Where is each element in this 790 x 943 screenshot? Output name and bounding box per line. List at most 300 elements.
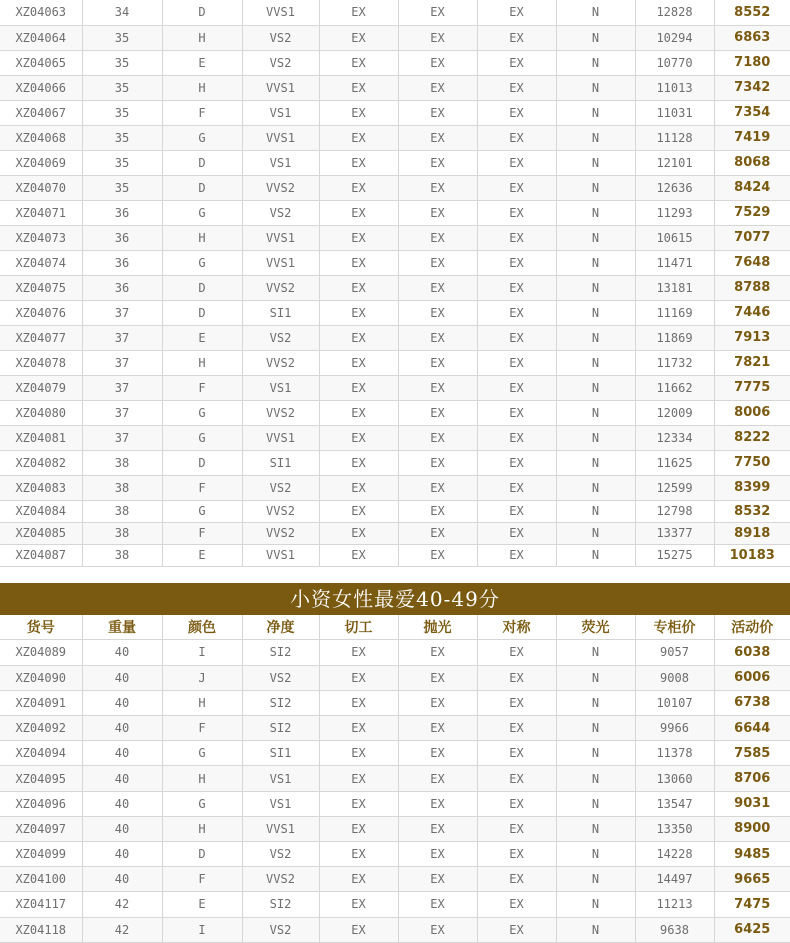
table-row xyxy=(0,100,790,125)
symmetry-cell: EX xyxy=(477,522,556,544)
clarity-cell: VS2 xyxy=(242,917,319,942)
fluorescence-cell: N xyxy=(556,0,635,25)
fluorescence-cell: N xyxy=(556,250,635,275)
color-cell: F xyxy=(162,475,242,500)
clarity-cell: VS2 xyxy=(242,842,319,867)
symmetry-cell: EX xyxy=(477,766,556,791)
clarity-cell: VVS2 xyxy=(242,275,319,300)
sku-cell: XZ04089 xyxy=(0,640,82,665)
color-cell: H xyxy=(162,25,242,50)
table-row xyxy=(0,842,790,867)
col-header-fluorescence: 荧光 xyxy=(556,615,635,640)
weight-cell: 37 xyxy=(82,300,162,325)
table-row xyxy=(0,75,790,100)
cut-cell: EX xyxy=(319,500,398,522)
diamond-table-bottom xyxy=(0,640,790,943)
table-row xyxy=(0,791,790,816)
cut-cell: EX xyxy=(319,25,398,50)
retail-price-cell: 9057 xyxy=(635,640,714,665)
clarity-cell: VVS1 xyxy=(242,425,319,450)
sale-price-cell: 7077 xyxy=(714,225,790,250)
symmetry-cell: EX xyxy=(477,125,556,150)
sale-price-cell: 8918 xyxy=(714,522,790,544)
table-row xyxy=(0,665,790,690)
weight-cell: 38 xyxy=(82,475,162,500)
polish-cell: EX xyxy=(398,75,477,100)
sku-cell: XZ04090 xyxy=(0,665,82,690)
polish-cell: EX xyxy=(398,741,477,766)
sku-cell: XZ04063 xyxy=(0,0,82,25)
symmetry-cell: EX xyxy=(477,200,556,225)
symmetry-cell: EX xyxy=(477,25,556,50)
cut-cell: EX xyxy=(319,892,398,917)
sale-price-cell: 8006 xyxy=(714,400,790,425)
sku-cell: XZ04092 xyxy=(0,716,82,741)
fluorescence-cell: N xyxy=(556,640,635,665)
weight-cell: 35 xyxy=(82,150,162,175)
sale-price-cell: 6006 xyxy=(714,665,790,690)
fluorescence-cell: N xyxy=(556,544,635,566)
color-cell: D xyxy=(162,0,242,25)
fluorescence-cell: N xyxy=(556,275,635,300)
fluorescence-cell: N xyxy=(556,867,635,892)
cut-cell: EX xyxy=(319,150,398,175)
cut-cell: EX xyxy=(319,791,398,816)
clarity-cell: VS2 xyxy=(242,200,319,225)
sale-price-cell: 7750 xyxy=(714,450,790,475)
clarity-cell: VVS2 xyxy=(242,500,319,522)
weight-cell: 37 xyxy=(82,425,162,450)
polish-cell: EX xyxy=(398,716,477,741)
polish-cell: EX xyxy=(398,892,477,917)
polish-cell: EX xyxy=(398,275,477,300)
polish-cell: EX xyxy=(398,400,477,425)
sale-price-cell: 8788 xyxy=(714,275,790,300)
cut-cell: EX xyxy=(319,400,398,425)
retail-price-cell: 10615 xyxy=(635,225,714,250)
retail-price-cell: 11662 xyxy=(635,375,714,400)
table-row xyxy=(0,867,790,892)
polish-cell: EX xyxy=(398,225,477,250)
color-cell: G xyxy=(162,741,242,766)
symmetry-cell: EX xyxy=(477,716,556,741)
weight-cell: 40 xyxy=(82,716,162,741)
cut-cell: EX xyxy=(319,544,398,566)
symmetry-cell: EX xyxy=(477,75,556,100)
sku-cell: XZ04070 xyxy=(0,175,82,200)
clarity-cell: SI2 xyxy=(242,690,319,715)
clarity-cell: VS1 xyxy=(242,375,319,400)
sale-price-cell: 10183 xyxy=(714,544,790,566)
table-row xyxy=(0,250,790,275)
symmetry-cell: EX xyxy=(477,640,556,665)
sale-price-cell: 7475 xyxy=(714,892,790,917)
polish-cell: EX xyxy=(398,425,477,450)
fluorescence-cell: N xyxy=(556,150,635,175)
table-row xyxy=(0,275,790,300)
color-cell: E xyxy=(162,544,242,566)
retail-price-cell: 12828 xyxy=(635,0,714,25)
table-row xyxy=(0,0,790,25)
clarity-cell: VVS2 xyxy=(242,175,319,200)
retail-price-cell: 12334 xyxy=(635,425,714,450)
cut-cell: EX xyxy=(319,250,398,275)
weight-cell: 35 xyxy=(82,100,162,125)
polish-cell: EX xyxy=(398,522,477,544)
color-cell: E xyxy=(162,325,242,350)
polish-cell: EX xyxy=(398,842,477,867)
symmetry-cell: EX xyxy=(477,250,556,275)
table-row xyxy=(0,225,790,250)
polish-cell: EX xyxy=(398,25,477,50)
cut-cell: EX xyxy=(319,175,398,200)
cut-cell: EX xyxy=(319,690,398,715)
cut-cell: EX xyxy=(319,842,398,867)
fluorescence-cell: N xyxy=(556,741,635,766)
weight-cell: 38 xyxy=(82,450,162,475)
cut-cell: EX xyxy=(319,275,398,300)
color-cell: F xyxy=(162,100,242,125)
polish-cell: EX xyxy=(398,250,477,275)
clarity-cell: VS1 xyxy=(242,766,319,791)
clarity-cell: VVS2 xyxy=(242,867,319,892)
sku-cell: XZ04075 xyxy=(0,275,82,300)
fluorescence-cell: N xyxy=(556,450,635,475)
col-header-sale-price: 活动价 xyxy=(714,615,790,640)
fluorescence-cell: N xyxy=(556,500,635,522)
col-header-cut: 切工 xyxy=(319,615,398,640)
sku-cell: XZ04095 xyxy=(0,766,82,791)
fluorescence-cell: N xyxy=(556,50,635,75)
retail-price-cell: 12009 xyxy=(635,400,714,425)
cut-cell: EX xyxy=(319,75,398,100)
fluorescence-cell: N xyxy=(556,690,635,715)
section-title: 小资女性最爱40-49分 xyxy=(290,587,500,611)
sale-price-cell: 7648 xyxy=(714,250,790,275)
color-cell: D xyxy=(162,175,242,200)
table-row xyxy=(0,50,790,75)
sku-cell: XZ04117 xyxy=(0,892,82,917)
cut-cell: EX xyxy=(319,325,398,350)
retail-price-cell: 13350 xyxy=(635,816,714,841)
color-cell: H xyxy=(162,350,242,375)
table-row xyxy=(0,475,790,500)
polish-cell: EX xyxy=(398,300,477,325)
cut-cell: EX xyxy=(319,816,398,841)
sale-price-cell: 6425 xyxy=(714,917,790,942)
color-cell: F xyxy=(162,716,242,741)
clarity-cell: SI2 xyxy=(242,640,319,665)
clarity-cell: VVS1 xyxy=(242,75,319,100)
color-cell: D xyxy=(162,150,242,175)
table-row xyxy=(0,350,790,375)
cut-cell: EX xyxy=(319,741,398,766)
weight-cell: 36 xyxy=(82,250,162,275)
sku-cell: XZ04084 xyxy=(0,500,82,522)
color-cell: I xyxy=(162,640,242,665)
color-cell: D xyxy=(162,275,242,300)
symmetry-cell: EX xyxy=(477,175,556,200)
weight-cell: 35 xyxy=(82,50,162,75)
table-row xyxy=(0,522,790,544)
polish-cell: EX xyxy=(398,640,477,665)
polish-cell: EX xyxy=(398,690,477,715)
clarity-cell: VVS2 xyxy=(242,400,319,425)
weight-cell: 37 xyxy=(82,350,162,375)
sale-price-cell: 8552 xyxy=(714,0,790,25)
fluorescence-cell: N xyxy=(556,75,635,100)
sku-cell: XZ04066 xyxy=(0,75,82,100)
retail-price-cell: 14497 xyxy=(635,867,714,892)
cut-cell: EX xyxy=(319,50,398,75)
weight-cell: 40 xyxy=(82,741,162,766)
sku-cell: XZ04094 xyxy=(0,741,82,766)
section-title-bar xyxy=(0,583,790,615)
polish-cell: EX xyxy=(398,0,477,25)
retail-price-cell: 11169 xyxy=(635,300,714,325)
polish-cell: EX xyxy=(398,150,477,175)
retail-price-cell: 12101 xyxy=(635,150,714,175)
retail-price-cell: 13181 xyxy=(635,275,714,300)
cut-cell: EX xyxy=(319,450,398,475)
cut-cell: EX xyxy=(319,300,398,325)
weight-cell: 36 xyxy=(82,225,162,250)
clarity-cell: SI1 xyxy=(242,300,319,325)
color-cell: G xyxy=(162,250,242,275)
retail-price-cell: 11128 xyxy=(635,125,714,150)
color-cell: G xyxy=(162,200,242,225)
retail-price-cell: 10770 xyxy=(635,50,714,75)
weight-cell: 38 xyxy=(82,522,162,544)
weight-cell: 40 xyxy=(82,816,162,841)
table-row xyxy=(0,741,790,766)
fluorescence-cell: N xyxy=(556,200,635,225)
symmetry-cell: EX xyxy=(477,867,556,892)
retail-price-cell: 11471 xyxy=(635,250,714,275)
table-row xyxy=(0,200,790,225)
symmetry-cell: EX xyxy=(477,275,556,300)
sale-price-cell: 7775 xyxy=(714,375,790,400)
retail-price-cell: 11625 xyxy=(635,450,714,475)
polish-cell: EX xyxy=(398,375,477,400)
table-row xyxy=(0,917,790,942)
cut-cell: EX xyxy=(319,640,398,665)
polish-cell: EX xyxy=(398,867,477,892)
polish-cell: EX xyxy=(398,450,477,475)
color-cell: G xyxy=(162,400,242,425)
table-row xyxy=(0,640,790,665)
sku-cell: XZ04071 xyxy=(0,200,82,225)
col-header-symmetry: 对称 xyxy=(477,615,556,640)
symmetry-cell: EX xyxy=(477,816,556,841)
symmetry-cell: EX xyxy=(477,225,556,250)
table-row xyxy=(0,150,790,175)
symmetry-cell: EX xyxy=(477,842,556,867)
cut-cell: EX xyxy=(319,522,398,544)
color-cell: G xyxy=(162,500,242,522)
table-row xyxy=(0,125,790,150)
sale-price-cell: 8424 xyxy=(714,175,790,200)
sale-price-cell: 9031 xyxy=(714,791,790,816)
polish-cell: EX xyxy=(398,175,477,200)
table-row xyxy=(0,325,790,350)
cut-cell: EX xyxy=(319,665,398,690)
clarity-cell: SI2 xyxy=(242,892,319,917)
clarity-cell: VVS2 xyxy=(242,350,319,375)
clarity-cell: VS2 xyxy=(242,50,319,75)
fluorescence-cell: N xyxy=(556,125,635,150)
clarity-cell: SI2 xyxy=(242,716,319,741)
weight-cell: 36 xyxy=(82,275,162,300)
symmetry-cell: EX xyxy=(477,50,556,75)
table-row xyxy=(0,544,790,566)
weight-cell: 40 xyxy=(82,766,162,791)
clarity-cell: VS2 xyxy=(242,475,319,500)
polish-cell: EX xyxy=(398,791,477,816)
retail-price-cell: 10294 xyxy=(635,25,714,50)
fluorescence-cell: N xyxy=(556,892,635,917)
cut-cell: EX xyxy=(319,225,398,250)
table-row xyxy=(0,375,790,400)
color-cell: G xyxy=(162,125,242,150)
color-cell: H xyxy=(162,225,242,250)
fluorescence-cell: N xyxy=(556,400,635,425)
cut-cell: EX xyxy=(319,200,398,225)
fluorescence-cell: N xyxy=(556,100,635,125)
table-row xyxy=(0,400,790,425)
sale-price-cell: 6038 xyxy=(714,640,790,665)
sale-price-cell: 7180 xyxy=(714,50,790,75)
clarity-cell: VVS1 xyxy=(242,250,319,275)
weight-cell: 35 xyxy=(82,175,162,200)
col-header-color: 颜色 xyxy=(162,615,242,640)
sale-price-cell: 7354 xyxy=(714,100,790,125)
sale-price-cell: 7585 xyxy=(714,741,790,766)
table-row xyxy=(0,425,790,450)
weight-cell: 37 xyxy=(82,375,162,400)
sku-cell: XZ04100 xyxy=(0,867,82,892)
polish-cell: EX xyxy=(398,475,477,500)
polish-cell: EX xyxy=(398,665,477,690)
polish-cell: EX xyxy=(398,200,477,225)
table-row xyxy=(0,892,790,917)
retail-price-cell: 9008 xyxy=(635,665,714,690)
symmetry-cell: EX xyxy=(477,150,556,175)
symmetry-cell: EX xyxy=(477,475,556,500)
retail-price-cell: 12636 xyxy=(635,175,714,200)
weight-cell: 42 xyxy=(82,917,162,942)
fluorescence-cell: N xyxy=(556,917,635,942)
fluorescence-cell: N xyxy=(556,766,635,791)
sale-price-cell: 7419 xyxy=(714,125,790,150)
sku-cell: XZ04096 xyxy=(0,791,82,816)
retail-price-cell: 12599 xyxy=(635,475,714,500)
clarity-cell: VVS1 xyxy=(242,0,319,25)
sale-price-cell: 9665 xyxy=(714,867,790,892)
symmetry-cell: EX xyxy=(477,425,556,450)
cut-cell: EX xyxy=(319,100,398,125)
polish-cell: EX xyxy=(398,325,477,350)
clarity-cell: VS2 xyxy=(242,25,319,50)
clarity-cell: VVS1 xyxy=(242,225,319,250)
sale-price-cell: 6863 xyxy=(714,25,790,50)
fluorescence-cell: N xyxy=(556,842,635,867)
sku-cell: XZ04085 xyxy=(0,522,82,544)
retail-price-cell: 13377 xyxy=(635,522,714,544)
color-cell: E xyxy=(162,50,242,75)
polish-cell: EX xyxy=(398,917,477,942)
color-cell: G xyxy=(162,791,242,816)
clarity-cell: VVS2 xyxy=(242,522,319,544)
col-header-polish: 抛光 xyxy=(398,615,477,640)
sale-price-cell: 7821 xyxy=(714,350,790,375)
color-cell: E xyxy=(162,892,242,917)
clarity-cell: VS2 xyxy=(242,665,319,690)
cut-cell: EX xyxy=(319,716,398,741)
cut-cell: EX xyxy=(319,475,398,500)
clarity-cell: VS1 xyxy=(242,791,319,816)
color-cell: J xyxy=(162,665,242,690)
weight-cell: 37 xyxy=(82,325,162,350)
table-row xyxy=(0,450,790,475)
sku-cell: XZ04065 xyxy=(0,50,82,75)
color-cell: H xyxy=(162,766,242,791)
fluorescence-cell: N xyxy=(556,25,635,50)
symmetry-cell: EX xyxy=(477,325,556,350)
polish-cell: EX xyxy=(398,50,477,75)
retail-price-cell: 13060 xyxy=(635,766,714,791)
retail-price-cell: 10107 xyxy=(635,690,714,715)
sale-price-cell: 6738 xyxy=(714,690,790,715)
polish-cell: EX xyxy=(398,766,477,791)
sku-cell: XZ04083 xyxy=(0,475,82,500)
retail-price-cell: 12798 xyxy=(635,500,714,522)
symmetry-cell: EX xyxy=(477,741,556,766)
sku-cell: XZ04097 xyxy=(0,816,82,841)
fluorescence-cell: N xyxy=(556,325,635,350)
sku-cell: XZ04081 xyxy=(0,425,82,450)
weight-cell: 38 xyxy=(82,500,162,522)
sku-cell: XZ04067 xyxy=(0,100,82,125)
cut-cell: EX xyxy=(319,125,398,150)
polish-cell: EX xyxy=(398,100,477,125)
table-row xyxy=(0,300,790,325)
sale-price-cell: 8068 xyxy=(714,150,790,175)
fluorescence-cell: N xyxy=(556,665,635,690)
sale-price-cell: 6644 xyxy=(714,716,790,741)
weight-cell: 34 xyxy=(82,0,162,25)
color-cell: D xyxy=(162,842,242,867)
color-cell: G xyxy=(162,425,242,450)
retail-price-cell: 15275 xyxy=(635,544,714,566)
table-row xyxy=(0,25,790,50)
fluorescence-cell: N xyxy=(556,300,635,325)
weight-cell: 40 xyxy=(82,842,162,867)
fluorescence-cell: N xyxy=(556,522,635,544)
retail-price-cell: 11013 xyxy=(635,75,714,100)
retail-price-cell: 11031 xyxy=(635,100,714,125)
table-row xyxy=(0,716,790,741)
sale-price-cell: 8900 xyxy=(714,816,790,841)
retail-price-cell: 11869 xyxy=(635,325,714,350)
clarity-cell: VS1 xyxy=(242,150,319,175)
sku-cell: XZ04099 xyxy=(0,842,82,867)
polish-cell: EX xyxy=(398,125,477,150)
fluorescence-cell: N xyxy=(556,225,635,250)
sale-price-cell: 8222 xyxy=(714,425,790,450)
weight-cell: 35 xyxy=(82,25,162,50)
cut-cell: EX xyxy=(319,0,398,25)
